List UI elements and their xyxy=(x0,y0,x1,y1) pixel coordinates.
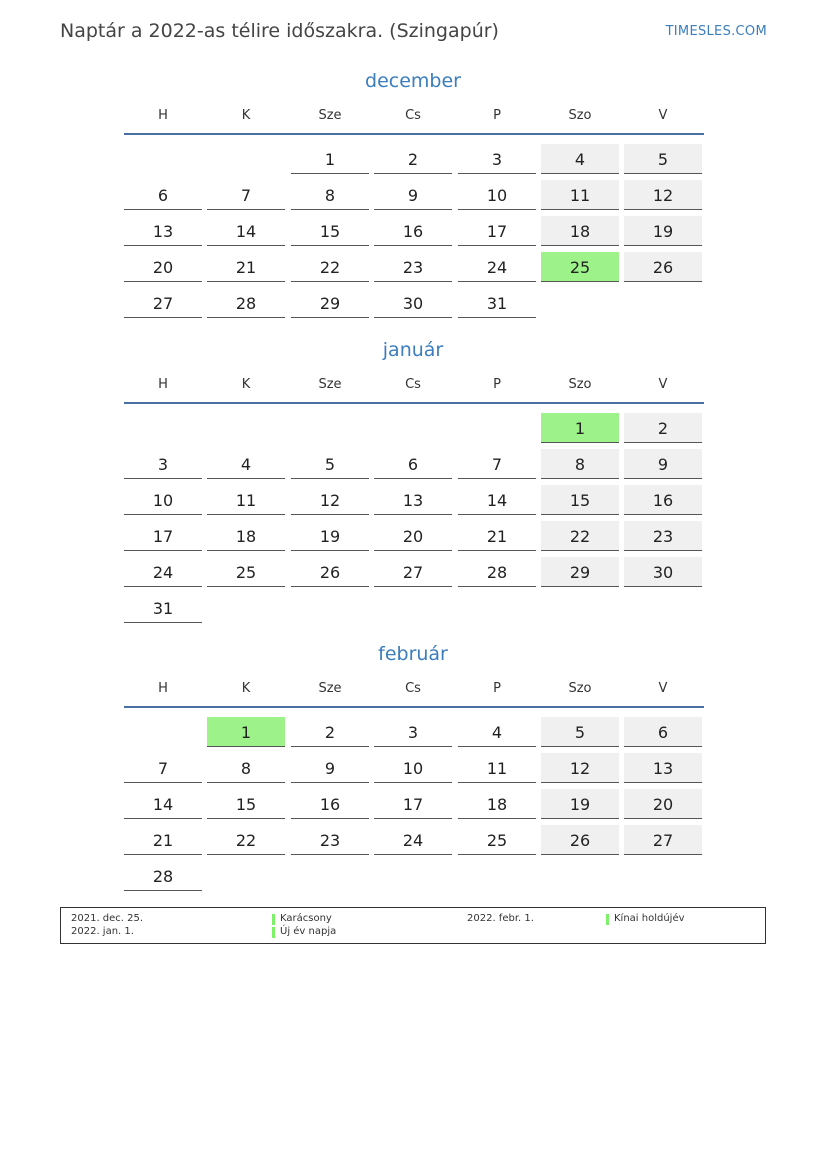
weekday-header: P xyxy=(493,377,501,392)
day-cell: 21 xyxy=(207,252,285,282)
day-cell: 15 xyxy=(291,216,369,246)
day-cell: 14 xyxy=(207,216,285,246)
day-cell: 10 xyxy=(374,753,452,783)
holiday-marker xyxy=(606,914,609,925)
day-cell: 8 xyxy=(207,753,285,783)
day-cell: 26 xyxy=(291,557,369,587)
day-cell: 22 xyxy=(541,521,619,551)
day-cell: 4 xyxy=(458,717,536,747)
day-cell: 12 xyxy=(541,753,619,783)
day-cell: 24 xyxy=(458,252,536,282)
day-cell: 26 xyxy=(624,252,702,282)
day-cell: 20 xyxy=(124,252,202,282)
day-cell: 31 xyxy=(458,288,536,318)
day-cell: 23 xyxy=(624,521,702,551)
day-cell: 30 xyxy=(624,557,702,587)
day-cell: 3 xyxy=(124,449,202,479)
header-divider xyxy=(124,402,704,404)
weekday-header: Szo xyxy=(568,377,592,392)
holiday-marker xyxy=(272,914,275,925)
day-cell: 6 xyxy=(124,180,202,210)
day-cell: 6 xyxy=(624,717,702,747)
day-cell: 19 xyxy=(541,789,619,819)
day-cell: 14 xyxy=(458,485,536,515)
day-cell: 2 xyxy=(291,717,369,747)
day-cell: 25 xyxy=(458,825,536,855)
legend-holiday-name: Új év napja xyxy=(280,926,337,937)
legend-holiday-name: Kínai holdújév xyxy=(614,913,685,924)
day-cell: 17 xyxy=(374,789,452,819)
weekday-header: Sze xyxy=(318,377,342,392)
weekday-header: Cs xyxy=(405,681,421,696)
weekday-header: P xyxy=(493,681,501,696)
month-name: december xyxy=(365,70,461,92)
weekday-header: P xyxy=(493,108,501,123)
month-name: január xyxy=(382,339,444,361)
weekday-header: K xyxy=(241,681,251,696)
month-name: február xyxy=(378,643,448,665)
day-cell: 19 xyxy=(624,216,702,246)
day-cell: 1 xyxy=(291,144,369,174)
day-cell: 11 xyxy=(541,180,619,210)
day-cell: 26 xyxy=(541,825,619,855)
day-cell: 29 xyxy=(541,557,619,587)
day-cell: 13 xyxy=(124,216,202,246)
header-divider xyxy=(124,706,704,708)
weekday-header: Sze xyxy=(318,681,342,696)
day-cell: 25 xyxy=(207,557,285,587)
day-cell: 3 xyxy=(458,144,536,174)
holiday-marker xyxy=(272,927,275,938)
weekday-header: Cs xyxy=(405,377,421,392)
day-cell: 30 xyxy=(374,288,452,318)
day-cell: 17 xyxy=(458,216,536,246)
day-cell: 24 xyxy=(124,557,202,587)
day-cell: 24 xyxy=(374,825,452,855)
day-cell: 27 xyxy=(624,825,702,855)
day-cell: 13 xyxy=(624,753,702,783)
day-cell: 12 xyxy=(291,485,369,515)
day-cell: 31 xyxy=(124,593,202,623)
holiday-day-cell: 1 xyxy=(207,717,285,747)
holiday-day-cell: 25 xyxy=(541,252,619,282)
legend-date: 2022. febr. 1. xyxy=(467,913,534,924)
day-cell: 4 xyxy=(207,449,285,479)
day-cell: 23 xyxy=(374,252,452,282)
day-cell: 23 xyxy=(291,825,369,855)
day-cell: 9 xyxy=(291,753,369,783)
day-cell: 3 xyxy=(374,717,452,747)
day-cell: 20 xyxy=(374,521,452,551)
day-cell: 28 xyxy=(124,861,202,891)
holiday-legend xyxy=(60,907,766,944)
day-cell: 5 xyxy=(541,717,619,747)
day-cell: 6 xyxy=(374,449,452,479)
day-cell: 17 xyxy=(124,521,202,551)
weekday-header: Sze xyxy=(318,108,342,123)
day-cell: 5 xyxy=(291,449,369,479)
day-cell: 2 xyxy=(624,413,702,443)
day-cell: 27 xyxy=(374,557,452,587)
day-cell: 10 xyxy=(458,180,536,210)
day-cell: 9 xyxy=(624,449,702,479)
day-cell: 8 xyxy=(291,180,369,210)
weekday-header: H xyxy=(158,681,168,696)
day-cell: 20 xyxy=(624,789,702,819)
page-title: Naptár a 2022-as télire időszakra. (Szingapúr) xyxy=(60,20,499,42)
weekday-header: K xyxy=(241,377,251,392)
day-cell: 16 xyxy=(374,216,452,246)
day-cell: 7 xyxy=(207,180,285,210)
day-cell: 14 xyxy=(124,789,202,819)
day-cell: 12 xyxy=(624,180,702,210)
weekday-header: Cs xyxy=(405,108,421,123)
day-cell: 18 xyxy=(458,789,536,819)
brand-link[interactable]: TIMESLES.COM xyxy=(665,24,767,39)
day-cell: 15 xyxy=(207,789,285,819)
day-cell: 19 xyxy=(291,521,369,551)
weekday-header: V xyxy=(658,377,668,392)
day-cell: 15 xyxy=(541,485,619,515)
day-cell: 10 xyxy=(124,485,202,515)
legend-date: 2022. jan. 1. xyxy=(71,926,134,937)
day-cell: 22 xyxy=(291,252,369,282)
weekday-header: H xyxy=(158,108,168,123)
weekday-header: Szo xyxy=(568,681,592,696)
legend-date: 2021. dec. 25. xyxy=(71,913,144,924)
day-cell: 21 xyxy=(458,521,536,551)
weekday-header: H xyxy=(158,377,168,392)
holiday-day-cell: 1 xyxy=(541,413,619,443)
day-cell: 22 xyxy=(207,825,285,855)
day-cell: 29 xyxy=(291,288,369,318)
day-cell: 5 xyxy=(624,144,702,174)
day-cell: 2 xyxy=(374,144,452,174)
weekday-header: V xyxy=(658,108,668,123)
day-cell: 21 xyxy=(124,825,202,855)
day-cell: 8 xyxy=(541,449,619,479)
day-cell: 18 xyxy=(207,521,285,551)
day-cell: 28 xyxy=(207,288,285,318)
weekday-header: K xyxy=(241,108,251,123)
header-divider xyxy=(124,133,704,135)
day-cell: 28 xyxy=(458,557,536,587)
day-cell: 7 xyxy=(124,753,202,783)
day-cell: 7 xyxy=(458,449,536,479)
day-cell: 16 xyxy=(624,485,702,515)
day-cell: 13 xyxy=(374,485,452,515)
day-cell: 4 xyxy=(541,144,619,174)
day-cell: 18 xyxy=(541,216,619,246)
weekday-header: V xyxy=(658,681,668,696)
day-cell: 16 xyxy=(291,789,369,819)
day-cell: 9 xyxy=(374,180,452,210)
weekday-header: Szo xyxy=(568,108,592,123)
legend-holiday-name: Karácsony xyxy=(280,913,332,924)
day-cell: 27 xyxy=(124,288,202,318)
day-cell: 11 xyxy=(458,753,536,783)
day-cell: 11 xyxy=(207,485,285,515)
